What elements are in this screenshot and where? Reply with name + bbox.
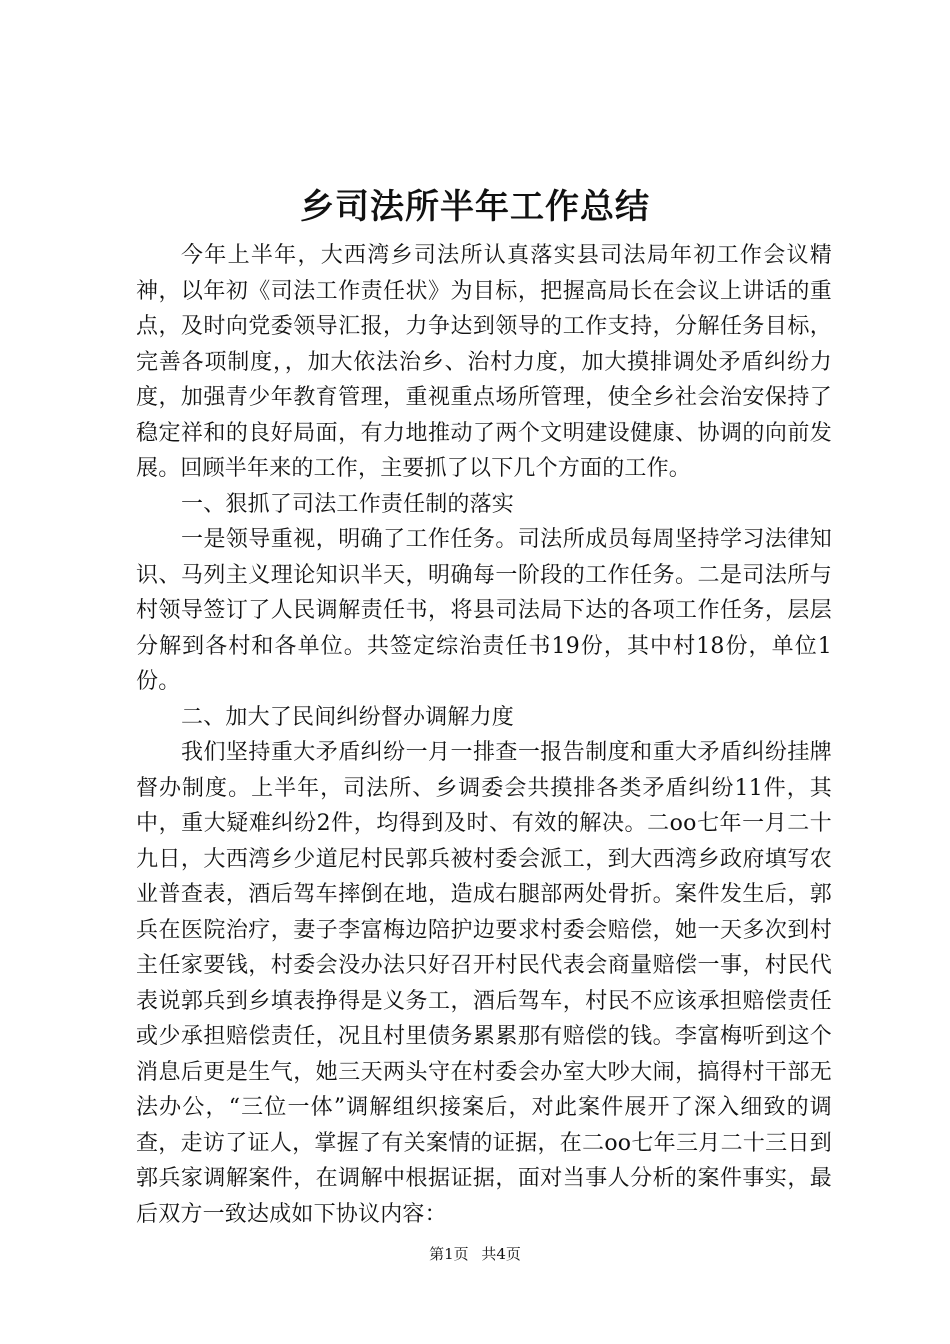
- page-number: 第1页: [429, 1245, 469, 1263]
- paragraph-intro: 今年上半年，大西湾乡司法所认真落实县司法局年初工作会议精神，以年初《司法工作责任状》为目标，把握高局长在会议上讲话的重点，及时向党委领导汇报，力争达到领导的工作支持，分解任务目标，完善各项制度，，加大依法治乡、治村力度，加大摸排调处矛盾纠纷力度，加强青少年教育管理，重视重点场所管理，使全乡社会治安保持了稳定祥和的良好局面，有力地推动了两个文明建设健康、协调的向前发展。回顾半年来的工作，主要抓了以下几个方面的工作。: [136, 243, 832, 481]
- document-body: [136, 238, 832, 1232]
- paragraph-section-2: 我们坚持重大矛盾纠纷一月一排查一报告制度和重大矛盾纠纷挂牌督办制度。上半年，司法所、乡调委会共摸排各类矛盾纠纷11件，其中，重大疑难纠纷2件，均得到及时、有效的解决。二oo七年一月二十九日，大西湾乡少道尼村民郭兵被村委会派工，到大西湾乡政府填写农业普查表，酒后驾车摔倒在地，造成右腿部两处骨折。案件发生后，郭兵在医院治疗，妻子李富梅边陪护边要求村委会赔偿，她一天多次到村主任家要钱，村委会没办法只好召开村民代表会商量赔偿一事，村民代表说郭兵到乡填表挣得是义务工，酒后驾车，村民不应该承担赔偿责任或少承担赔偿责任，况且村里债务累累那有赔偿的钱。李富梅听到这个消息后更是生气，她三天两头守在村委会办室大吵大闹，搞得村干部无法办公，“三位一体”调解组织接案后，对此案件展开了深入细致的调查，走访了证人，掌握了有关案情的证据，在二oo七年三月二十三日到郭兵家调解案件，在调解中根据证据，面对当事人分析的案件事实，最后双方一致达成如下协议内容：: [136, 740, 832, 1227]
- section-heading-1: 一、狠抓了司法工作责任制的落实: [181, 491, 515, 517]
- page-total: 共4页: [481, 1245, 521, 1263]
- paragraph-section-1: 一是领导重视，明确了工作任务。司法所成员每周坚持学习法律知识、马列主义理论知识半天，明确每一阶段的工作任务。二是司法所与村领导签订了人民调解责任书，将县司法局下达的各项工作任务，层层分解到各村和各单位。共签定综治责任书19份，其中村18份，单位1份。: [136, 527, 832, 694]
- section-heading-2: 二、加大了民间纠纷督办调解力度: [181, 704, 515, 730]
- page-footer: [0, 1244, 950, 1264]
- document-title: 乡司法所半年工作总结: [300, 187, 650, 227]
